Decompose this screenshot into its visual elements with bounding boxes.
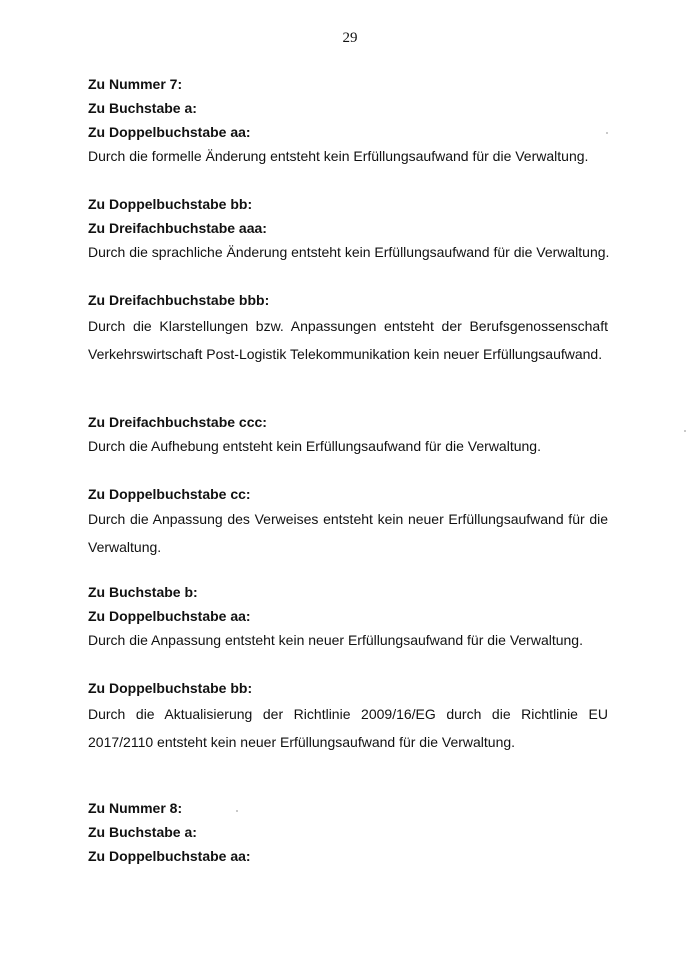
page-number: 29 [342,30,358,46]
heading-doppelbuchstabe-bb: Zu Doppelbuchstabe bb: [88,196,253,212]
paragraph-aktualisierung-richtlinie: Durch die Aktualisierung der Richtlinie 2009/16/EG durch die Richtlinie EU 2017/2110 entsteht kein neuer Erfüllungsaufwand für die Verwaltung. [88,706,608,750]
heading-nummer-8: Zu Nummer 8: [88,800,183,816]
paragraph-klarstellungen: Durch die Klarstellungen bzw. Anpassungen entsteht der Berufsgenossenschaft Verkehrswirtschaft Post-Logistik Telekommunikation kein neuer Erfüllungsaufwand. [88,318,608,362]
scan-speck [236,810,238,812]
heading-buchstabe-a: Zu Buchstabe a: [88,100,197,116]
heading-doppelbuchstabe-aa-8: Zu Doppelbuchstabe aa: [88,848,251,864]
paragraph-aufhebung: Durch die Aufhebung entsteht kein Erfüllungsaufwand für die Verwaltung. [88,438,541,454]
paragraph-anpassung: Durch die Anpassung entsteht kein neuer Erfüllungsaufwand für die Verwaltung. [88,632,583,648]
heading-doppelbuchstabe-bb-b: Zu Doppelbuchstabe bb: [88,680,253,696]
heading-buchstabe-a-8: Zu Buchstabe a: [88,824,197,840]
paragraph-anpassung-verweises: Durch die Anpassung des Verweises entsteht kein neuer Erfüllungsaufwand für die Verwaltung. [88,511,608,555]
heading-doppelbuchstabe-aa-b: Zu Doppelbuchstabe aa: [88,608,251,624]
heading-nummer-7: Zu Nummer 7: [88,76,183,92]
heading-dreifachbuchstabe-bbb: Zu Dreifachbuchstabe bbb: [88,292,270,308]
heading-dreifachbuchstabe-aaa: Zu Dreifachbuchstabe aaa: [88,220,267,236]
heading-doppelbuchstabe-aa: Zu Doppelbuchstabe aa: [88,124,251,140]
heading-doppelbuchstabe-cc: Zu Doppelbuchstabe cc: [88,486,251,502]
heading-buchstabe-b: Zu Buchstabe b: [88,584,198,600]
scan-speck [684,430,686,432]
scan-speck [606,132,608,134]
heading-dreifachbuchstabe-ccc: Zu Dreifachbuchstabe ccc: [88,414,267,430]
paragraph-formelle-aenderung: Durch die formelle Änderung entsteht kein Erfüllungsaufwand für die Verwaltung. [88,148,589,164]
paragraph-sprachliche-aenderung: Durch die sprachliche Änderung entsteht kein Erfüllungsaufwand für die Verwaltung. [88,244,610,260]
